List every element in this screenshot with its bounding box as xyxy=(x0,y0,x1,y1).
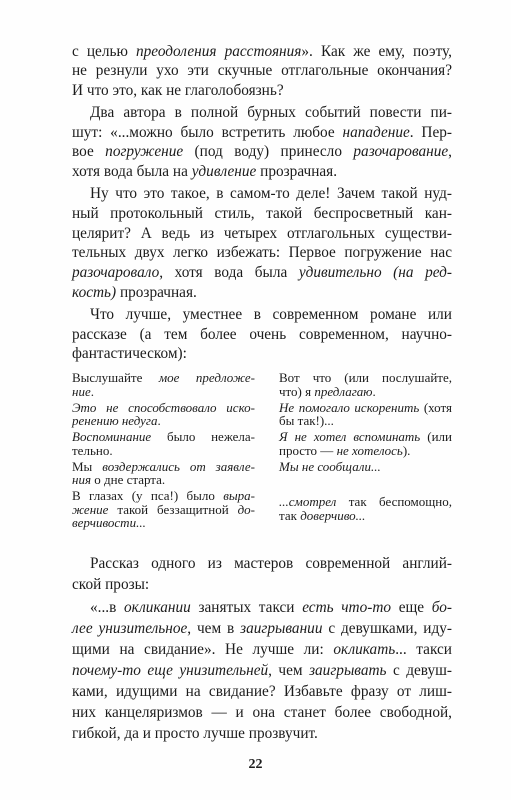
comparison-left-cell xyxy=(72,430,255,457)
italic-text: почему-то еще унизительней xyxy=(72,661,269,679)
text-run: , xyxy=(448,143,452,161)
text-line xyxy=(72,184,452,204)
text-run: бы так!)... xyxy=(279,413,334,428)
text-run: еще xyxy=(391,598,432,616)
text-line xyxy=(72,123,452,143)
body-text-upper xyxy=(72,42,452,365)
text-run: Два автора в полной бурных событий повести пи- xyxy=(90,103,452,121)
text-run: не резнули ухо эти скучные отглагольные окончания? xyxy=(72,62,452,80)
text-run: ». Как же ему, поэту, xyxy=(301,42,452,60)
text-run: рассказе (а тем более очень современном, научно- xyxy=(72,325,452,343)
text-run: с девушками, иду- xyxy=(322,619,453,637)
text-run: Вот что (или послушайте, xyxy=(279,370,452,385)
text-run: , чем в xyxy=(187,619,241,637)
paragraph xyxy=(72,184,452,303)
text-run: «...в xyxy=(90,598,125,616)
text-run: (хотя xyxy=(419,399,452,415)
text-line xyxy=(279,401,452,415)
page-number: 22 xyxy=(248,757,263,772)
italic-text: Я не хотел вспоминать xyxy=(279,429,421,444)
italic-text: воздержались от заявле- xyxy=(102,458,255,474)
text-run: . xyxy=(157,413,161,428)
text-run: так xyxy=(279,507,301,523)
text-run: о дне старта. xyxy=(91,472,166,487)
text-line xyxy=(279,414,452,428)
italic-text: предлагаю xyxy=(314,383,373,399)
text-run: что) я xyxy=(279,383,315,399)
text-line xyxy=(72,142,452,162)
text-run: Ну что это такое, в самом-то деле! Зачем такой нуд- xyxy=(90,185,452,203)
text-run: (или xyxy=(420,429,452,444)
text-run: прозрачная. xyxy=(116,284,197,302)
text-line xyxy=(72,371,255,385)
comparison-right-cell xyxy=(279,430,452,457)
italic-text: удивление xyxy=(191,163,257,181)
text-line xyxy=(72,597,452,618)
text-run: целярит? А ведь из четырех отглагольных существи- xyxy=(72,224,452,242)
text-run: ками, идущими на свидание? Избавьте фразу от лиш- xyxy=(72,682,452,700)
text-line xyxy=(72,553,452,574)
comparison-right-cell xyxy=(279,495,452,522)
italic-text: Воспоминание xyxy=(72,429,152,444)
text-run: , хотя вода была xyxy=(159,264,299,282)
text-line xyxy=(72,283,452,303)
comparison-left-cell xyxy=(72,401,255,428)
text-line xyxy=(279,385,452,399)
italic-text: нападение xyxy=(342,123,410,141)
text-line xyxy=(72,414,255,428)
text-run: тельно. xyxy=(72,442,113,458)
italic-text: есть что-то xyxy=(302,598,392,616)
paragraph xyxy=(72,42,452,101)
italic-text: ...смотрел xyxy=(279,494,337,509)
italic-text: разочаровало xyxy=(72,264,160,282)
italic-text: доверчиво... xyxy=(300,507,366,523)
text-run: занятых такси xyxy=(190,598,303,616)
text-line xyxy=(279,430,452,444)
text-line xyxy=(72,430,255,444)
text-line xyxy=(72,401,255,415)
text-run: Мы xyxy=(72,458,103,474)
text-run: такой беззащитной xyxy=(108,501,238,517)
italic-text: удивительно (на ред- xyxy=(298,264,452,282)
paragraph xyxy=(72,305,452,364)
text-run: с целью xyxy=(72,42,136,60)
text-run: ... такси xyxy=(395,640,452,658)
italic-text: мое предложе- xyxy=(158,370,255,385)
text-line xyxy=(72,460,255,474)
text-line xyxy=(72,344,452,364)
text-run: И что это, как не глаголобоязнь? xyxy=(72,82,284,100)
text-run: . Пер- xyxy=(409,123,453,141)
text-run: В глазах (у пса!) было xyxy=(72,488,224,503)
italic-text: Не помогало искоренить xyxy=(279,399,420,415)
text-run: них канцеляризмов — и она станет более свободной, xyxy=(72,703,452,721)
italic-text: окликании xyxy=(124,598,191,616)
text-line xyxy=(72,81,452,101)
comparison-left-cell xyxy=(72,460,255,487)
text-run: шут: «...можно было встретить любое xyxy=(72,123,343,141)
text-run: Что лучше, уместнее в современном романе или xyxy=(90,305,452,323)
text-line xyxy=(279,460,452,474)
comparison-left-cell xyxy=(72,489,255,530)
text-line xyxy=(279,444,452,458)
text-line xyxy=(72,385,255,399)
text-line xyxy=(72,702,452,723)
text-line xyxy=(72,660,452,681)
paragraph xyxy=(72,597,452,744)
italic-text: заигрывании xyxy=(240,619,323,637)
text-line xyxy=(72,639,452,660)
text-run: просто — xyxy=(279,442,337,458)
text-run: ный протокольный стиль, такой беспросветный кан- xyxy=(72,204,452,222)
text-run: фантастическом): xyxy=(72,345,187,363)
italic-text: окликать xyxy=(333,640,396,658)
italic-text: заигрывать xyxy=(309,661,387,679)
text-run: Выслушайте xyxy=(72,370,159,385)
italic-text: бо- xyxy=(431,598,453,616)
text-run: с девуш- xyxy=(386,661,453,679)
text-line xyxy=(279,371,452,385)
text-run: щими на свидание». Не лучше ли: xyxy=(72,640,334,658)
text-line xyxy=(72,325,452,345)
text-line xyxy=(72,473,255,487)
text-line xyxy=(279,495,452,509)
text-line xyxy=(72,162,452,182)
text-line xyxy=(72,224,452,244)
text-run: ской прозы: xyxy=(72,575,150,593)
italic-text: погружение xyxy=(105,143,184,161)
text-line xyxy=(72,503,255,517)
text-run: . xyxy=(90,383,94,399)
text-run: гибкой, да и просто лучше прозвучит. xyxy=(72,724,318,742)
text-line xyxy=(72,618,452,639)
text-line xyxy=(72,263,452,283)
italic-text: верчивости... xyxy=(72,515,146,530)
text-line xyxy=(72,574,452,595)
italic-text: разочарование xyxy=(353,143,449,161)
text-line xyxy=(72,723,452,744)
italic-text: не хотелось xyxy=(336,442,403,458)
text-run: так беспомощно, xyxy=(336,494,452,509)
text-line xyxy=(72,516,255,530)
text-run: прозрачная. xyxy=(256,163,338,181)
italic-text: до- xyxy=(237,501,255,517)
comparison-left-cell xyxy=(72,371,255,398)
text-run: . xyxy=(372,383,376,399)
comparison-right-cell xyxy=(279,371,452,398)
text-run: Рассказ одного из мастеров современной англий- xyxy=(90,554,452,572)
italic-text: Мы не сообщали... xyxy=(279,458,381,474)
paragraph xyxy=(72,103,452,182)
body-text-lower xyxy=(72,553,452,744)
italic-text: выра- xyxy=(223,488,255,503)
text-run: , чем xyxy=(268,661,310,679)
italic-text: Это не способствовало иско- xyxy=(72,399,255,415)
text-line xyxy=(72,61,452,81)
italic-text: кость) xyxy=(72,284,117,302)
text-line xyxy=(72,204,452,224)
italic-text: ние xyxy=(72,383,91,399)
text-line xyxy=(72,42,452,62)
text-run: было нежела- xyxy=(151,429,255,444)
text-run: хотя вода была на xyxy=(72,163,192,181)
comparison-right-cell xyxy=(279,460,452,474)
comparison-right-cell xyxy=(279,401,452,428)
paragraph xyxy=(72,553,452,595)
italic-text: лее унизительное xyxy=(72,619,188,637)
text-line xyxy=(72,243,452,263)
text-line xyxy=(72,444,255,458)
comparison-table xyxy=(72,371,452,530)
italic-text: ренению недуга xyxy=(72,413,158,428)
text-line xyxy=(279,509,452,523)
text-line xyxy=(72,103,452,123)
text-line xyxy=(72,305,452,325)
text-line xyxy=(72,489,255,503)
text-run: тельных двух легко избежать: Первое погружение нас xyxy=(72,244,452,262)
italic-text: жение xyxy=(72,501,109,517)
italic-text: ния xyxy=(72,472,91,487)
text-run: вое xyxy=(72,143,106,161)
text-run: ). xyxy=(402,442,411,458)
italic-text: преодоления расстояния xyxy=(135,42,302,60)
text-line xyxy=(72,681,452,702)
text-run: (под воду) принесло xyxy=(183,143,354,161)
